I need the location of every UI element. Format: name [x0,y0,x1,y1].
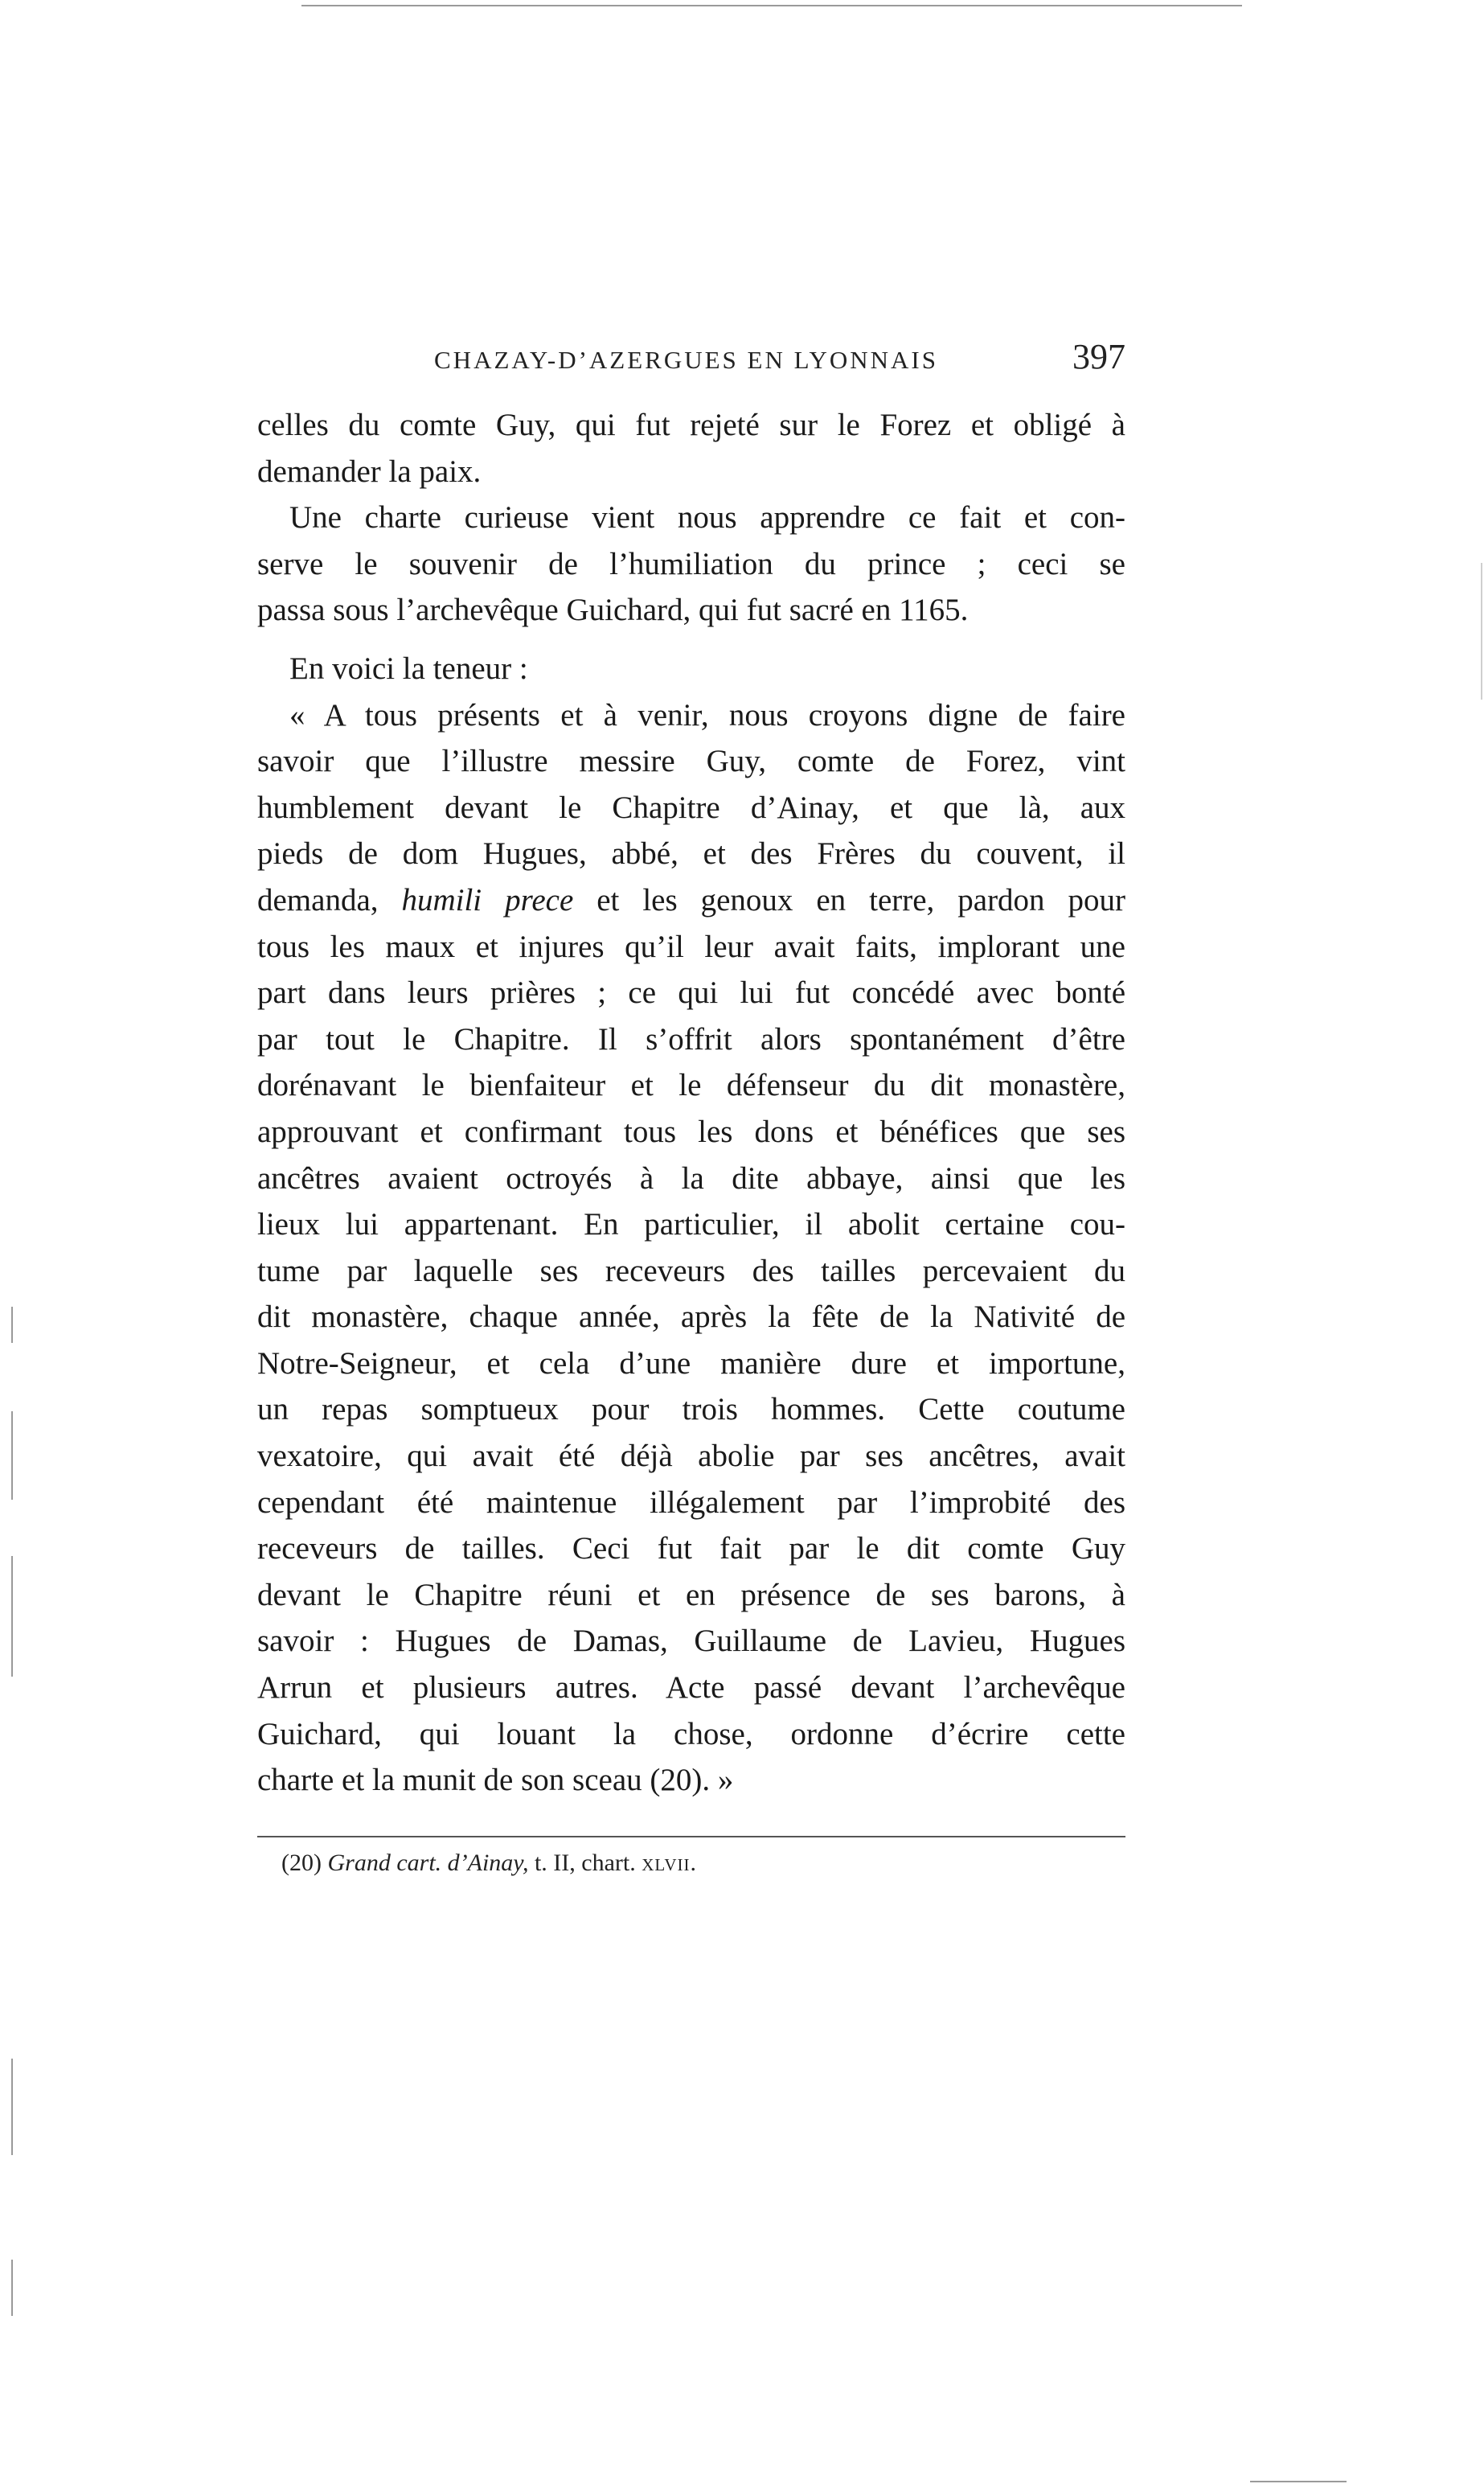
text-line: serve le souvenir de l’humiliation du prince ; ceci se [257,546,1125,581]
text-line: pieds de dom Hugues, abbé, et des Frères du couvent, il [257,836,1125,872]
scan-edge-top [301,5,1242,6]
text-line: par tout le Chapitre. Il s’offrit alors spontanément d’être [257,1021,1125,1057]
text-line: tume par laquelle ses receveurs des tailles percevaient du [257,1253,1125,1288]
footnote-rule [257,1836,1125,1837]
text-line: humblement devant le Chapitre d’Ainay, et que là, aux [257,790,1125,825]
text-line: Guichard, qui louant la chose, ordonne d’écrire cette [257,1716,1125,1751]
text-line: charte et la munit de son sceau (20). » [257,1763,734,1798]
text-line: celles du comte Guy, qui fut rejeté sur le Forez et obligé à [257,408,1125,442]
text-line [257,877,1125,924]
text-line: Notre-Seigneur, et cela d’une manière dure et importune, [257,1345,1125,1381]
text-line: passa sous l’archevêque Guichard, qui fut sacré en 1165. [257,593,969,628]
text-line: dit monastère, chaque année, après la fête de la Nativité de [257,1299,1125,1335]
scan-edge-left-mark [11,2059,13,2155]
footnote-volume: t. II, chart. [528,1850,642,1876]
footnote-number: (20) [281,1850,322,1876]
text-line: part dans leurs prières ; ce qui lui fut concédé avec bonté [257,975,1125,1011]
running-title: CHAZAY-D’AZERGUES EN LYONNAIS [434,346,938,374]
text-segment: demanda, [257,882,402,918]
text-line: approuvant et confirmant tous les dons et bénéfices que ses [257,1114,1125,1149]
body-text [257,402,1125,1804]
text-line: receveurs de tailles. Ceci fut fait par le dit comte Guy [257,1531,1125,1566]
text-line: cependant été maintenue illégalement par l’improbité des [257,1484,1125,1520]
text-line: ancêtres avaient octroyés à la dite abbaye, ainsi que les [257,1160,1125,1196]
text-line: dorénavant le bienfaiteur et le défenseur du dit monastère, [257,1068,1125,1103]
scan-edge-bottom-mark [1250,2481,1347,2482]
text-line: Une charte curieuse vient nous apprendre ce fait et con- [289,500,1125,536]
text-line: un repas somptueux pour trois hommes. Cette coutume [257,1392,1125,1427]
text-line: « A tous présents et à venir, nous croyons digne de faire [289,697,1125,733]
text-line: Arrun et plusieurs autres. Acte passé devant l’archevêque [257,1670,1125,1706]
text-line: vexatoire, qui avait été déjà abolie par ses ancêtres, avait [257,1439,1125,1474]
text-line: tous les maux et injures qu’il leur avait faits, implorant une [257,929,1125,964]
text-line: En voici la teneur : [289,651,528,686]
scan-edge-left-mark [11,1556,13,1677]
footnote [281,1850,697,1877]
footnote-charter: xlvii. [642,1850,697,1876]
footnote-source: Grand cart. d’Ainay, [327,1850,529,1876]
text-line: devant le Chapitre réuni et en présence de ses barons, à [257,1577,1125,1612]
latin-phrase: humili prece [401,882,574,918]
scan-edge-left-mark [11,1307,13,1343]
text-line: savoir que l’illustre messire Guy, comte de Forez, vint [257,744,1125,779]
scan-edge-left-mark [11,1411,13,1500]
text-line: savoir : Hugues de Damas, Guillaume de Lavieu, Hugues [257,1624,1125,1659]
text-line: demander la paix. [257,454,482,489]
page-number: 397 [1072,337,1125,376]
scan-edge-right-mark [1481,563,1482,700]
scan-edge-left-mark [11,2260,13,2316]
running-head [257,336,1125,392]
text-segment: et les genoux en terre, pardon pour [573,882,1125,918]
text-line: lieux lui appartenant. En particulier, il abolit certaine cou- [257,1207,1125,1242]
